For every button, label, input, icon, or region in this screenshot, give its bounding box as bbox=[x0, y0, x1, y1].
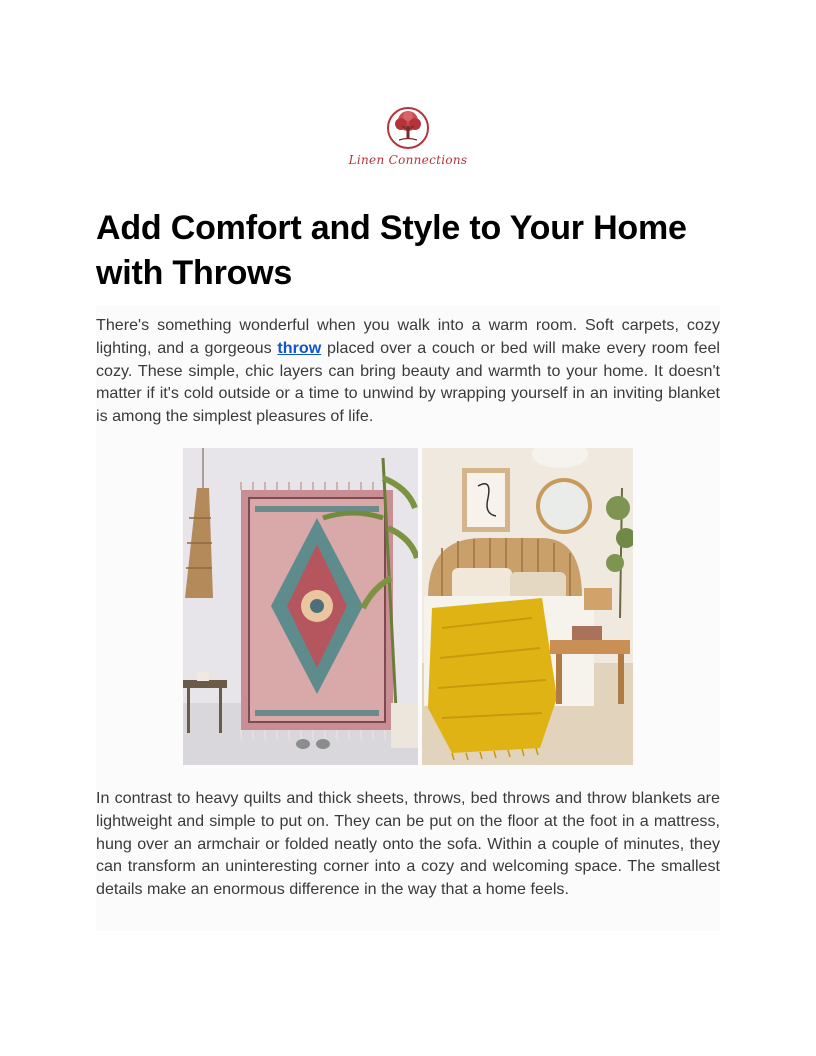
hanging-throw-photo bbox=[183, 448, 418, 765]
intro-text-start: There's something wonderful when you walk into a warm room. Soft carpets, cozy lighting, and a gorgeous bbox=[96, 316, 720, 357]
bedroom-throw-photo bbox=[422, 448, 633, 765]
tree-in-circle-icon bbox=[384, 104, 432, 152]
intro-text-end: placed over a couch or bed will make every room feel cozy. These simple, chic layers can bring beauty and warmth to your home. It doesn't matter if it's cold outside or a time to unwind by wrapping yourself in an inviting blanket is among the simplest pleasures of life. bbox=[96, 338, 720, 426]
brand-logo bbox=[336, 104, 480, 174]
body-paragraph: In contrast to heavy quilts and thick sheets, throws, bed throws and throw blankets are lightweight and simple to put on. They can be put on the floor at the foot in a mattress, hung over an armchair or folded neatly onto the sofa. Within a couple of minutes, they can transform an uninteresting corner into a cozy and welcoming space. The smallest details make an enormous difference in the way that a home feels. bbox=[96, 779, 720, 931]
throw-link[interactable]: throw bbox=[277, 338, 322, 357]
intro-paragraph bbox=[96, 306, 720, 438]
page-title: Add Comfort and Style to Your Home with Throws bbox=[96, 209, 687, 292]
brand-name: Linen Connections bbox=[348, 153, 468, 167]
